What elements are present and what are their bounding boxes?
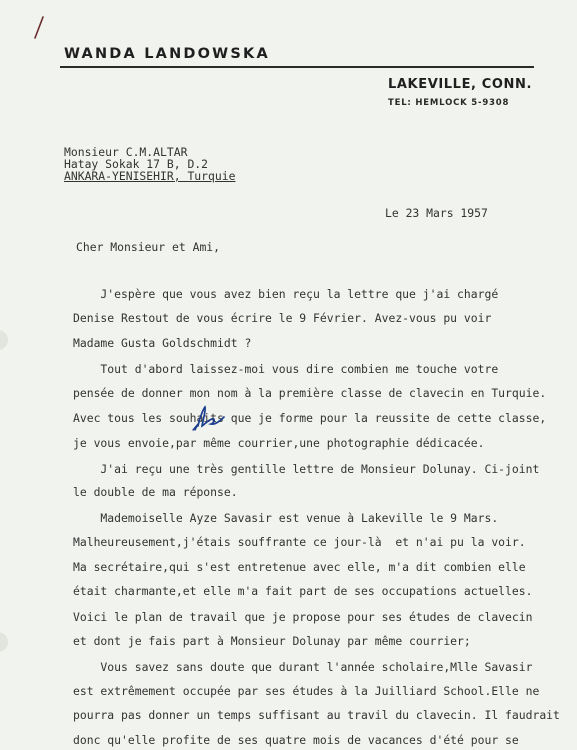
letterhead-tel: TEL: HEMLOCK 5-9308 <box>388 98 510 108</box>
body-line: Avec tous les souhaits que je forme pour la reussite de cette classe, <box>73 411 547 425</box>
body-line: Madame Gusta Goldschmidt ? <box>73 336 252 350</box>
letter-date: Le 23 Mars 1957 <box>385 206 488 220</box>
body-line: était charmante,et elle m'a fait part de ses occupations actuelles. <box>73 584 533 598</box>
body-line: donc qu'elle profite de ses quatre mois de vacances d'été pour se <box>73 733 519 747</box>
recipient-line-2: Hatay Sokak 17 B, D.2 <box>64 157 209 171</box>
punch-hole <box>0 632 8 652</box>
handwritten-insert-le <box>190 404 234 432</box>
body-line: Voici le plan de travail que je propose pour ses études de clavecin <box>73 610 533 624</box>
body-line: Denise Restout de vous écrire le 9 Février. Avez-vous pu voir <box>73 311 492 325</box>
letterhead-name: WANDA LANDOWSKA <box>64 46 270 62</box>
body-line: J'ai reçu une très gentille lettre de Monsieur Dolunay. Ci-joint <box>73 462 540 476</box>
body-line: Tout d'abord laissez-moi vous dire combien me touche votre <box>73 362 499 376</box>
body-line: Vous savez sans doute que durant l'année scholaire,Mlle Savasir <box>73 660 533 674</box>
body-line: pourra pas donner un temps suffisant au travil du clavecin. Il faudrait <box>73 708 560 722</box>
recipient-line-1: Monsieur C.M.ALTAR <box>64 145 188 159</box>
pen-stroke-mark <box>32 15 46 41</box>
body-line: Mademoiselle Ayze Savasir est venue à Lakeville le 9 Mars. <box>73 511 499 525</box>
letterhead-rule <box>60 66 534 68</box>
body-line: Ma secrétaire,qui s'est entretenue avec elle, m'a dit combien elle <box>73 560 526 574</box>
body-line: et dont je fais part à Monsieur Dolunay par même courrier; <box>73 634 471 648</box>
body-line: est extrêmement occupée par ses études à la Juilliard School.Elle ne <box>73 684 540 698</box>
body-line: Malheureusement,j'étais souffrante ce jour-là et n'ai pu la voir. <box>73 535 526 549</box>
body-line: le double de ma réponse. <box>73 485 238 499</box>
body-line: je vous envoie,par même courrier,une photographie dédicacée. <box>73 436 485 450</box>
recipient-line-3: ANKARA-YENISEHIR, Turquie <box>64 169 236 183</box>
body-line: J'espère que vous avez bien reçu la lettre que j'ai chargé <box>73 287 499 301</box>
punch-hole <box>0 330 8 350</box>
body-line: pensée de donner mon nom à la première classe de clavecin en Turquie. <box>73 386 547 400</box>
letterhead-city: LAKEVILLE, CONN. <box>388 77 532 92</box>
body-line: Cher Monsieur et Ami, <box>76 240 221 254</box>
